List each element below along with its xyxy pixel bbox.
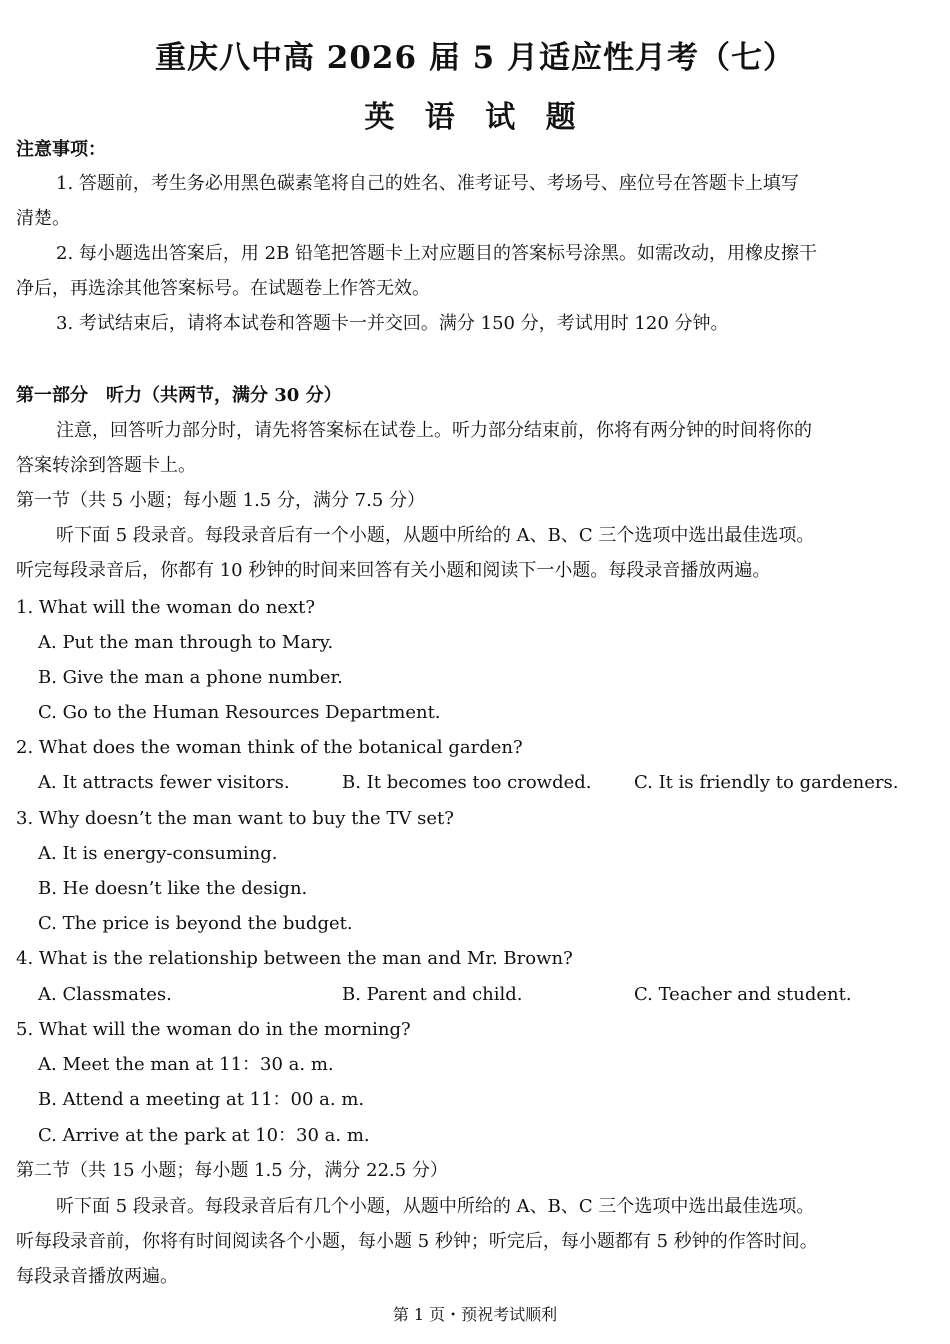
option-c: C. Arrive at the park at 10：30 a. m. [38,1125,370,1146]
notice-heading: 注意事项： [16,139,106,160]
question-stem: 1. What will the woman do next? [16,597,315,618]
part1-note-cont: 答案转涂到答题卡上。 [16,455,196,476]
option-b: B. He doesn’t like the design. [38,878,308,899]
question-stem: 4. What is the relationship between the man and Mr. Brown? [16,948,573,969]
option-b: B. Give the man a phone number. [38,667,343,688]
question-stem: 3. Why doesn’t the man want to buy the TV set? [16,808,454,829]
section2-instructions: 听下面 5 段录音。每段录音后有几个小题，从题中所给的 A、B、C 三个选项中选出最佳选项。 [56,1196,815,1217]
section2-instructions-end: 每段录音播放两遍。 [16,1266,178,1287]
notice-item-1-cont: 清楚。 [16,208,70,229]
option-c: C. Go to the Human Resources Department. [38,702,441,723]
section1-heading: 第一节（共 5 小题；每小题 1.5 分，满分 7.5 分） [16,490,426,511]
option-a: A. It attracts fewer visitors. [38,772,290,793]
section1-instructions: 听下面 5 段录音。每段录音后有一个小题，从题中所给的 A、B、C 三个选项中选出最佳选项。 [56,525,815,546]
part1-heading: 第一部分 听力（共两节，满分 30 分） [16,385,342,406]
notice-item-3: 3. 考试结束后，请将本试卷和答题卡一并交回。满分 150 分，考试用时 120 分钟。 [56,313,729,334]
option-a: A. Classmates. [38,984,172,1005]
question-stem: 2. What does the woman think of the botanical garden? [16,737,523,758]
option-a: A. Put the man through to Mary. [38,632,334,653]
notice-item-2: 2. 每小题选出答案后，用 2B 铅笔把答题卡上对应题目的答案标号涂黑。如需改动，用橡皮擦干 [56,243,818,264]
option-b: B. Parent and child. [342,984,523,1005]
part1-note: 注意，回答听力部分时，请先将答案标在试卷上。听力部分结束前，你将有两分钟的时间将你的 [56,420,812,441]
exam-subtitle: 英 语 试 题 [364,100,586,135]
page-footer: 第 1 页・预祝考试顺利 [392,1305,558,1324]
option-c: C. The price is beyond the budget. [38,913,353,934]
section2-heading: 第二节（共 15 小题；每小题 1.5 分，满分 22.5 分） [16,1160,448,1181]
option-c: C. It is friendly to gardeners. [634,772,899,793]
notice-item-2-cont: 净后，再选涂其他答案标号。在试题卷上作答无效。 [16,278,430,299]
option-c: C. Teacher and student. [634,984,852,1005]
option-a: A. It is energy-consuming. [38,843,278,864]
section2-instructions-cont: 听每段录音前，你将有时间阅读各个小题，每小题 5 秒钟；听完后，每小题都有 5 秒钟的作答时间。 [16,1231,818,1252]
option-b: B. Attend a meeting at 11：00 a. m. [38,1089,365,1110]
question-stem: 5. What will the woman do in the morning? [16,1019,411,1040]
exam-title: 重庆八中高 2026 届 5 月适应性月考（七） [154,40,796,76]
notice-item-1: 1. 答题前，考生务必用黑色碳素笔将自己的姓名、准考证号、考场号、座位号在答题卡上填写 [56,173,799,194]
section1-instructions-cont: 听完每段录音后，你都有 10 秒钟的时间来回答有关小题和阅读下一小题。每段录音播放两遍。 [16,560,771,581]
option-b: B. It becomes too crowded. [342,772,592,793]
option-a: A. Meet the man at 11：30 a. m. [38,1054,334,1075]
